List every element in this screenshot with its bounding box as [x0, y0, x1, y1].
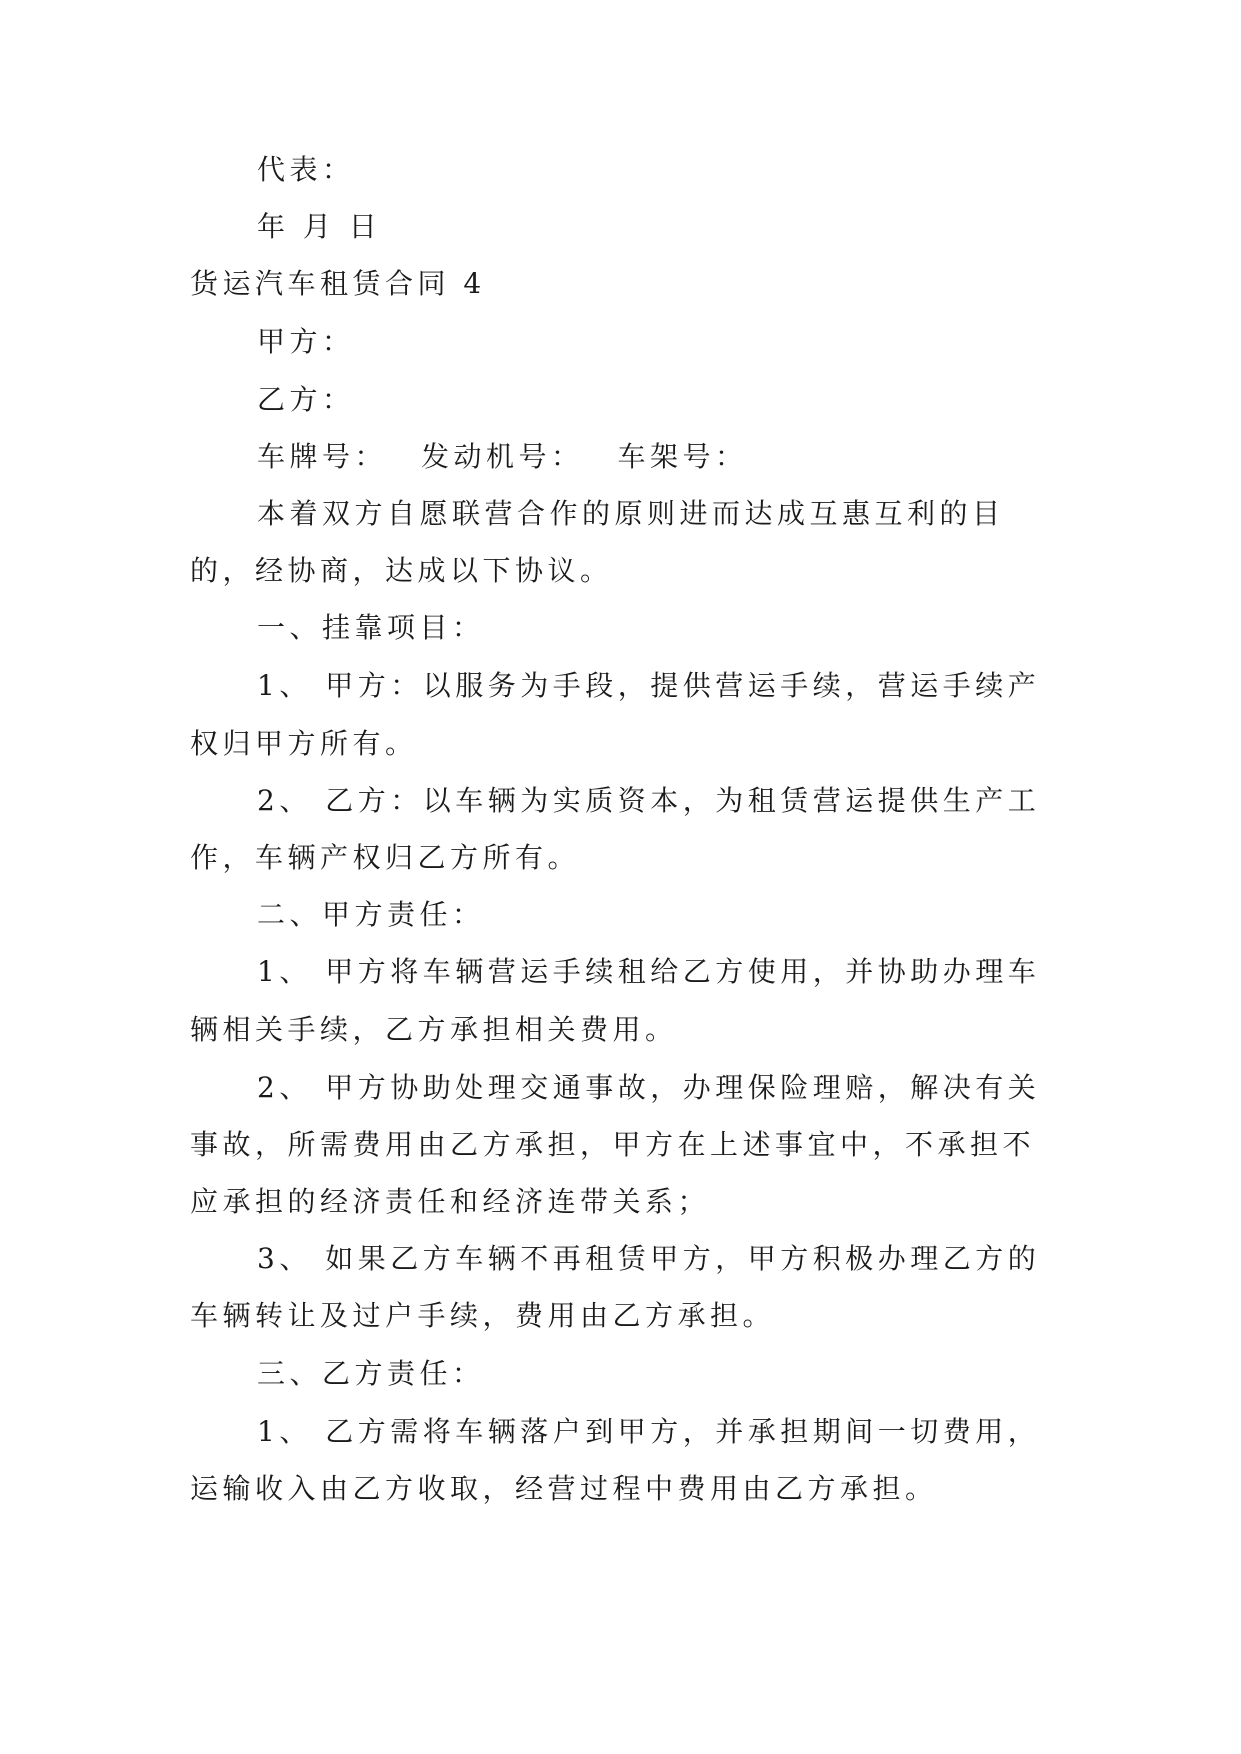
clause-3-1-line-1: 1、 乙方需将车辆落户到甲方，并承担期间一切费用，	[257, 1415, 1041, 1448]
engine-number-label: 发动机号：	[421, 440, 584, 473]
clause-2-1-line-2: 辆相关手续，乙方承担相关费用。	[190, 1013, 678, 1046]
clause-2-2-line-2: 事故，所需费用由乙方承担，甲方在上述事宜中，不承担不	[190, 1128, 1036, 1161]
clause-1-1-line-2: 权归甲方所有。	[190, 727, 418, 760]
representative-line: 代表：	[257, 153, 355, 186]
section-2-heading: 二、甲方责任：	[257, 898, 485, 931]
date-line: 年 月 日	[257, 210, 382, 243]
clause-2-1-line-1: 1、 甲方将车辆营运手续租给乙方使用，并协助办理车	[257, 955, 1041, 988]
vehicle-info-line	[257, 437, 748, 477]
section-3-heading: 三、乙方责任：	[257, 1357, 485, 1390]
clause-1-2-line-1: 2、 乙方：以车辆为实质资本，为租赁营运提供生产工	[257, 784, 1041, 817]
preamble-line-1: 本着双方自愿联营合作的原则进而达成互惠互利的目	[257, 497, 1005, 530]
clause-3-1-line-2: 运输收入由乙方收取，经营过程中费用由乙方承担。	[190, 1472, 938, 1505]
clause-2-2-line-3: 应承担的经济责任和经济连带关系；	[190, 1185, 711, 1218]
party-a-line: 甲方：	[257, 325, 355, 358]
section-1-heading: 一、挂靠项目：	[257, 611, 485, 644]
clause-1-1-line-1: 1、 甲方：以服务为手段，提供营运手续，营运手续产	[257, 669, 1041, 702]
clause-1-2-line-2: 作，车辆产权归乙方所有。	[190, 841, 581, 874]
clause-2-2-line-1: 2、 甲方协助处理交通事故，办理保险理赔，解决有关	[257, 1071, 1041, 1104]
clause-2-3-line-2: 车辆转让及过户手续，费用由乙方承担。	[190, 1299, 776, 1332]
party-b-line: 乙方：	[257, 383, 355, 416]
contract-title: 货运汽车租赁合同 4	[190, 267, 486, 300]
preamble-line-2: 的，经协商，达成以下协议。	[190, 554, 613, 587]
plate-number-label: 车牌号：	[257, 440, 388, 473]
chassis-number-label: 车架号：	[617, 440, 748, 473]
clause-2-3-line-1: 3、 如果乙方车辆不再租赁甲方，甲方积极办理乙方的	[257, 1242, 1041, 1275]
